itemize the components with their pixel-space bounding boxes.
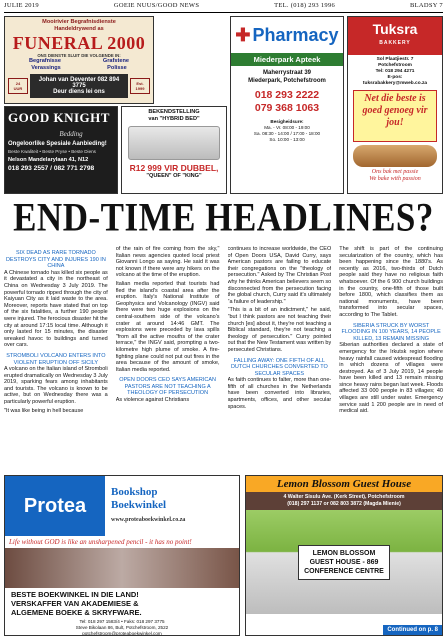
badge-label: UUR <box>13 86 23 91</box>
article-paragraph: The shift is part of the continuing secularization of the country, which has been happening since the 1880's. As recently as 2016, two-thirds of Dutch people said they have no religious faith whatsoever. Of the 6 900 church buildings in the country, one-fifth of those built before 1800, which classifies them as national monuments, have been transformed into secular spaces, according to The Tablet. <box>339 246 443 318</box>
hybrid-bed-headline: BEKENDSTELLING <box>148 109 200 115</box>
protea-quote: Life without GOD is like an unsharpened pencil - it has no point! <box>9 538 192 546</box>
protea-logo: Protea <box>5 476 105 536</box>
article-subheading: SIX DEAD AS RARE TORNADO DESTROYS CITY AND INJURES 190 IN CHINA <box>5 250 106 270</box>
article-paragraph: "This is a bit of an indictment," he said, "but I think pastors are not teaching their church [es] about it, they're not teaching a Biblical standard, they're not teaching a theology of persecution." Curry pointed out that the New Testament was written by persecuted Christians. <box>227 307 332 353</box>
address-line: Potchefstroom <box>378 63 412 68</box>
article-paragraph: As violence against Christians <box>115 397 190 404</box>
phone-number: 079 368 1063 <box>254 102 320 114</box>
page-header <box>4 2 443 12</box>
protea-website[interactable]: www.proteaboekwinkel.co.za <box>111 516 186 523</box>
contact-motto: Deur diens lei ons <box>53 89 105 95</box>
lemon-blossom-address: 4 Walter Sisulu Ave. (Kerk Street), Potchefstroom <box>283 494 405 500</box>
24-hour-badge <box>8 78 28 94</box>
service-item: Polisse <box>107 65 127 71</box>
contact-text: Johan van Deventer 082 894 3775 <box>38 77 120 89</box>
badge-number: 24 <box>15 81 21 86</box>
protea-top <box>5 476 239 536</box>
lemon-blossom-title: Lemon Blossom Guest House <box>246 476 442 492</box>
pharmacy-hours <box>231 119 343 143</box>
top-ads <box>4 16 443 194</box>
bookshelf-image <box>5 548 239 588</box>
hours-line: Ma. - Vr. 08:00 - 19:00 <box>264 125 310 130</box>
pharmacy-ad[interactable] <box>230 16 344 194</box>
funeral-ad-line2: Handeldrywend as <box>54 26 104 32</box>
funeral-ad-line1: Mooirivier Begrafnisdienste <box>42 19 116 25</box>
tuksra-slogan: Net die beste is goed genoeg vir jou! <box>353 90 437 142</box>
good-knight-logo: GOOD KNIGHT <box>8 110 110 125</box>
protea-slogan-line: VERSKAFFER VAN AKADEMIESE & <box>11 599 139 608</box>
funeral-ad-services: ONS DIENSTE SLUIT DIE VOLGENDE IN: <box>37 53 121 58</box>
bookshop-name-en: Bookshop <box>111 485 158 498</box>
protea-address: Steve Bikolaan 86, Bult, Potchefstroom, 2522 <box>75 625 169 630</box>
address-line: Miederpark, Potchefstroom <box>248 78 326 84</box>
guest-house-photo <box>246 510 442 614</box>
header-divider <box>4 12 443 13</box>
hybrid-bed-price: R12 999 VIR DUBBEL, <box>129 163 219 173</box>
badge-year: 1999 <box>135 86 145 91</box>
pharmacy-phones <box>231 89 343 115</box>
article-column-3 <box>228 246 332 471</box>
lemon-blossom-phone: (018) 297 1137 or 082 803 3872 (Magda Mienie) <box>287 501 401 507</box>
pharmacy-logo <box>231 17 343 53</box>
funeral-ad-row1 <box>8 58 150 65</box>
article-column-1 <box>4 246 108 471</box>
service-item: Verassings <box>31 65 61 71</box>
protea-slogans <box>5 588 239 619</box>
article-paragraph: A volcano on the Italian island of Stromboli erupted dramatically on Wednesday 3 July 2019, sparking fears among inhabitants and tourists. The volcano is known to be active, but on Wednesday there was a particularly powerful eruption. <box>4 366 108 406</box>
hours-line: Sa. 08:30 - 14:00 / 17:00 - 18:00 <box>253 131 321 136</box>
phone-number: 018 293 2222 <box>254 89 320 101</box>
tuksra-logo-text: Tuksra <box>372 21 418 37</box>
good-knight-tagline: Beste Kwaliteit • Beste Pryse • Beste Diens <box>8 149 96 154</box>
hybrid-bed-sizes: "QUEEN" OF "KING" <box>146 173 202 179</box>
funeral-ad-contact-strip <box>8 74 150 98</box>
lemon-blossom-ad[interactable] <box>245 475 443 636</box>
protea-bookshop-ad[interactable] <box>4 475 240 636</box>
article-subheading: FALLING AWAY: ONE FIFTH OF ALL DUTCH CHURCHES CONVERTED TO SECULAR SPACES <box>230 357 328 377</box>
address-line: Maherrystraat 39 <box>262 70 312 76</box>
issue-date: JULIE 2019 <box>4 2 39 9</box>
service-item: Begrafnisse <box>28 58 61 64</box>
tuksra-tagline-en: We bake with passion <box>369 176 421 182</box>
funeral-ad-row2 <box>8 65 150 72</box>
newspaper-name: GOEIE NUUS/GOOD NEWS <box>113 2 200 9</box>
tuksra-logo <box>348 17 442 55</box>
mattress-image <box>128 126 220 160</box>
protea-slogan-line: ALGEMENE BOEKE & SKRYFWARE. <box>11 608 142 617</box>
article-paragraph: Siberian authorities declared a state of emergency for the Irkutsk region where heavy rainfall caused widespread flooding in which dozens of villages were destroyed. As of 3 July 2019, 14 people have been killed and 13 remain missing since heavy rains began last week. Floods affected 33 000 people in 83 villages; 40 villages are still under water. Emergency service said 1 200 people are in need of medical aid. <box>339 342 443 415</box>
article-paragraph: As faith continues to falter, more than one-fifth of all churches in the Netherlands have been converted into libraries, apartments, offices, and other secular spaces. <box>227 377 332 410</box>
pharmacy-logo-text: Pharmacy <box>252 24 339 45</box>
article-paragraph: Italian media reported that tourists had fled the island's coastal area after the eruption. Italy's National Institute of Geophysics and Volcanology (INGV) said there were two huge explosions on the central-southern side of the volcano's crater at around 14:46 GMT. The explosions were preceded by lava spills "from all the active mouths of the crater terrace," the INGV said, prompting a two-kilometre high plume of smoke. A fire-fighting plane could not put out fires in the area because of the amount of smoke, Italian media reported. <box>115 280 220 373</box>
sign-line: CONFERENCE CENTRE <box>304 567 384 575</box>
article-column-2 <box>116 246 220 471</box>
article-body <box>4 246 443 471</box>
page-number: BLADSY 7 <box>409 2 443 9</box>
tuksra-tagline-af: Ons bak met passie <box>371 169 419 175</box>
tuksra-logo-sub: BAKKERY <box>379 40 411 46</box>
hours-title: Besigheidsure: <box>270 119 304 124</box>
article-subheading: SIBERIA STRUCK BY WORST FLOODING IN 100 YEARS, 14 PEOPLE KILLED, 13 REMAIN MISSING <box>341 322 441 342</box>
protea-slogan-line: BESTE BOEKWINKEL IN DIE LAND! <box>11 590 139 599</box>
address-line: Sol Plaatjiestr. 7 <box>376 57 414 62</box>
good-knight-offer: Ongeloorlike Spesiale Aanbieding! <box>8 141 107 147</box>
good-knight-subtitle: Bedding <box>59 130 83 138</box>
tuksra-address <box>348 57 442 87</box>
article-subheading: OPEN DOORS CEO SAYS AMERICAN PASTORS ARE NOT TEACHING A THEOLOGY OF PERSECUTION <box>119 377 217 397</box>
badge-label: Est. <box>136 81 144 86</box>
lemon-blossom-contact <box>246 492 442 510</box>
article-headline: END-TIME HEADLINES? <box>13 195 434 240</box>
funeral-ad-contact <box>30 74 128 98</box>
newspaper-phone: TEL. (018) 293 1996 <box>274 2 336 9</box>
protea-contact <box>5 619 239 636</box>
good-knight-phone: 018 293 2557 / 082 771 2798 <box>8 165 95 172</box>
bread-image <box>353 145 437 167</box>
phone-number: Tel: 018 294 4271 <box>375 69 415 74</box>
good-knight-bedding-ad[interactable] <box>4 106 118 194</box>
article-paragraph: continues to increase worldwide, the CEO of Open Doors USA, David Curry, says American pastors are failing to educate their congregations on the "theology of persecution." Asked by The Christian Post why he thinks American believers seem so disconnected from the persecution facing the global church, Curry said it's ultimately "a failure of leadership." <box>227 246 332 305</box>
pharmacy-cross-icon: ✚ <box>235 24 251 45</box>
sign-line: LEMON BLOSSOM <box>312 549 376 557</box>
funeral-ad[interactable] <box>4 16 154 104</box>
tuksra-bakery-ad[interactable] <box>347 16 443 194</box>
protea-bookshop-name <box>105 476 239 536</box>
article-subheading: STROMBOLI VOLCANO ENTERS INTO VIOLENT ERUPTION OFF SICILY <box>6 352 106 366</box>
protea-email: potchefstroom@proteaboekwinkel.com <box>82 631 162 636</box>
hours-line: So. 10:00 - 13:00 <box>269 137 305 142</box>
article-paragraph: of the rain of fire coming from the sky," Italian news agencies quoted local priest Giovanni Longo as saying. He said it was not known if there were any hikers on the volcano at the time of the eruption. <box>115 246 220 279</box>
pharmacy-address <box>231 69 343 85</box>
continued-link[interactable]: Continued on p. 8 <box>383 625 442 635</box>
email-address: tuksrabakkery@mweb.co.za <box>362 81 428 86</box>
service-item: Grafstene <box>102 58 130 64</box>
funeral-ad-title: FUNERAL 2000 <box>12 33 146 53</box>
hybrid-bed-ad[interactable] <box>121 106 227 194</box>
article-paragraph: "It was like being in hell because <box>4 407 84 414</box>
pharmacy-name: Miederpark Apteek <box>231 53 343 66</box>
established-badge <box>130 78 150 94</box>
article-paragraph: A Chinese tornado has killed six people as it devastated a city in the northeast of China on Wednesday 3 July 2019. The powerful tornado ripped through the city of Kaiyuan City as it laid waste to the area. Moreover, reports have stated that on top of the six fatalities, a further 190 people were injured. The ferocious disaster hit the city at around 17:15 local time. Although it only lasted for 15 minutes, the disaster wreaked havoc to buildings and turned over cars. <box>4 269 108 349</box>
article-column-4 <box>339 246 443 471</box>
good-knight-address: Nelson Mandelarylaan 41, N12 <box>8 157 89 163</box>
email-label: E-pos: <box>387 75 403 80</box>
sign-line: GUEST HOUSE - 869 <box>309 558 379 566</box>
bookshop-name-af: Boekwinkel <box>111 498 167 511</box>
protea-phone: Tel: 018 297 1583/4 • Faks: 018 297 3775 <box>79 619 165 624</box>
hybrid-bed-subheadline: van "HYBRID BED" <box>148 116 200 122</box>
guest-house-sign <box>298 545 390 580</box>
